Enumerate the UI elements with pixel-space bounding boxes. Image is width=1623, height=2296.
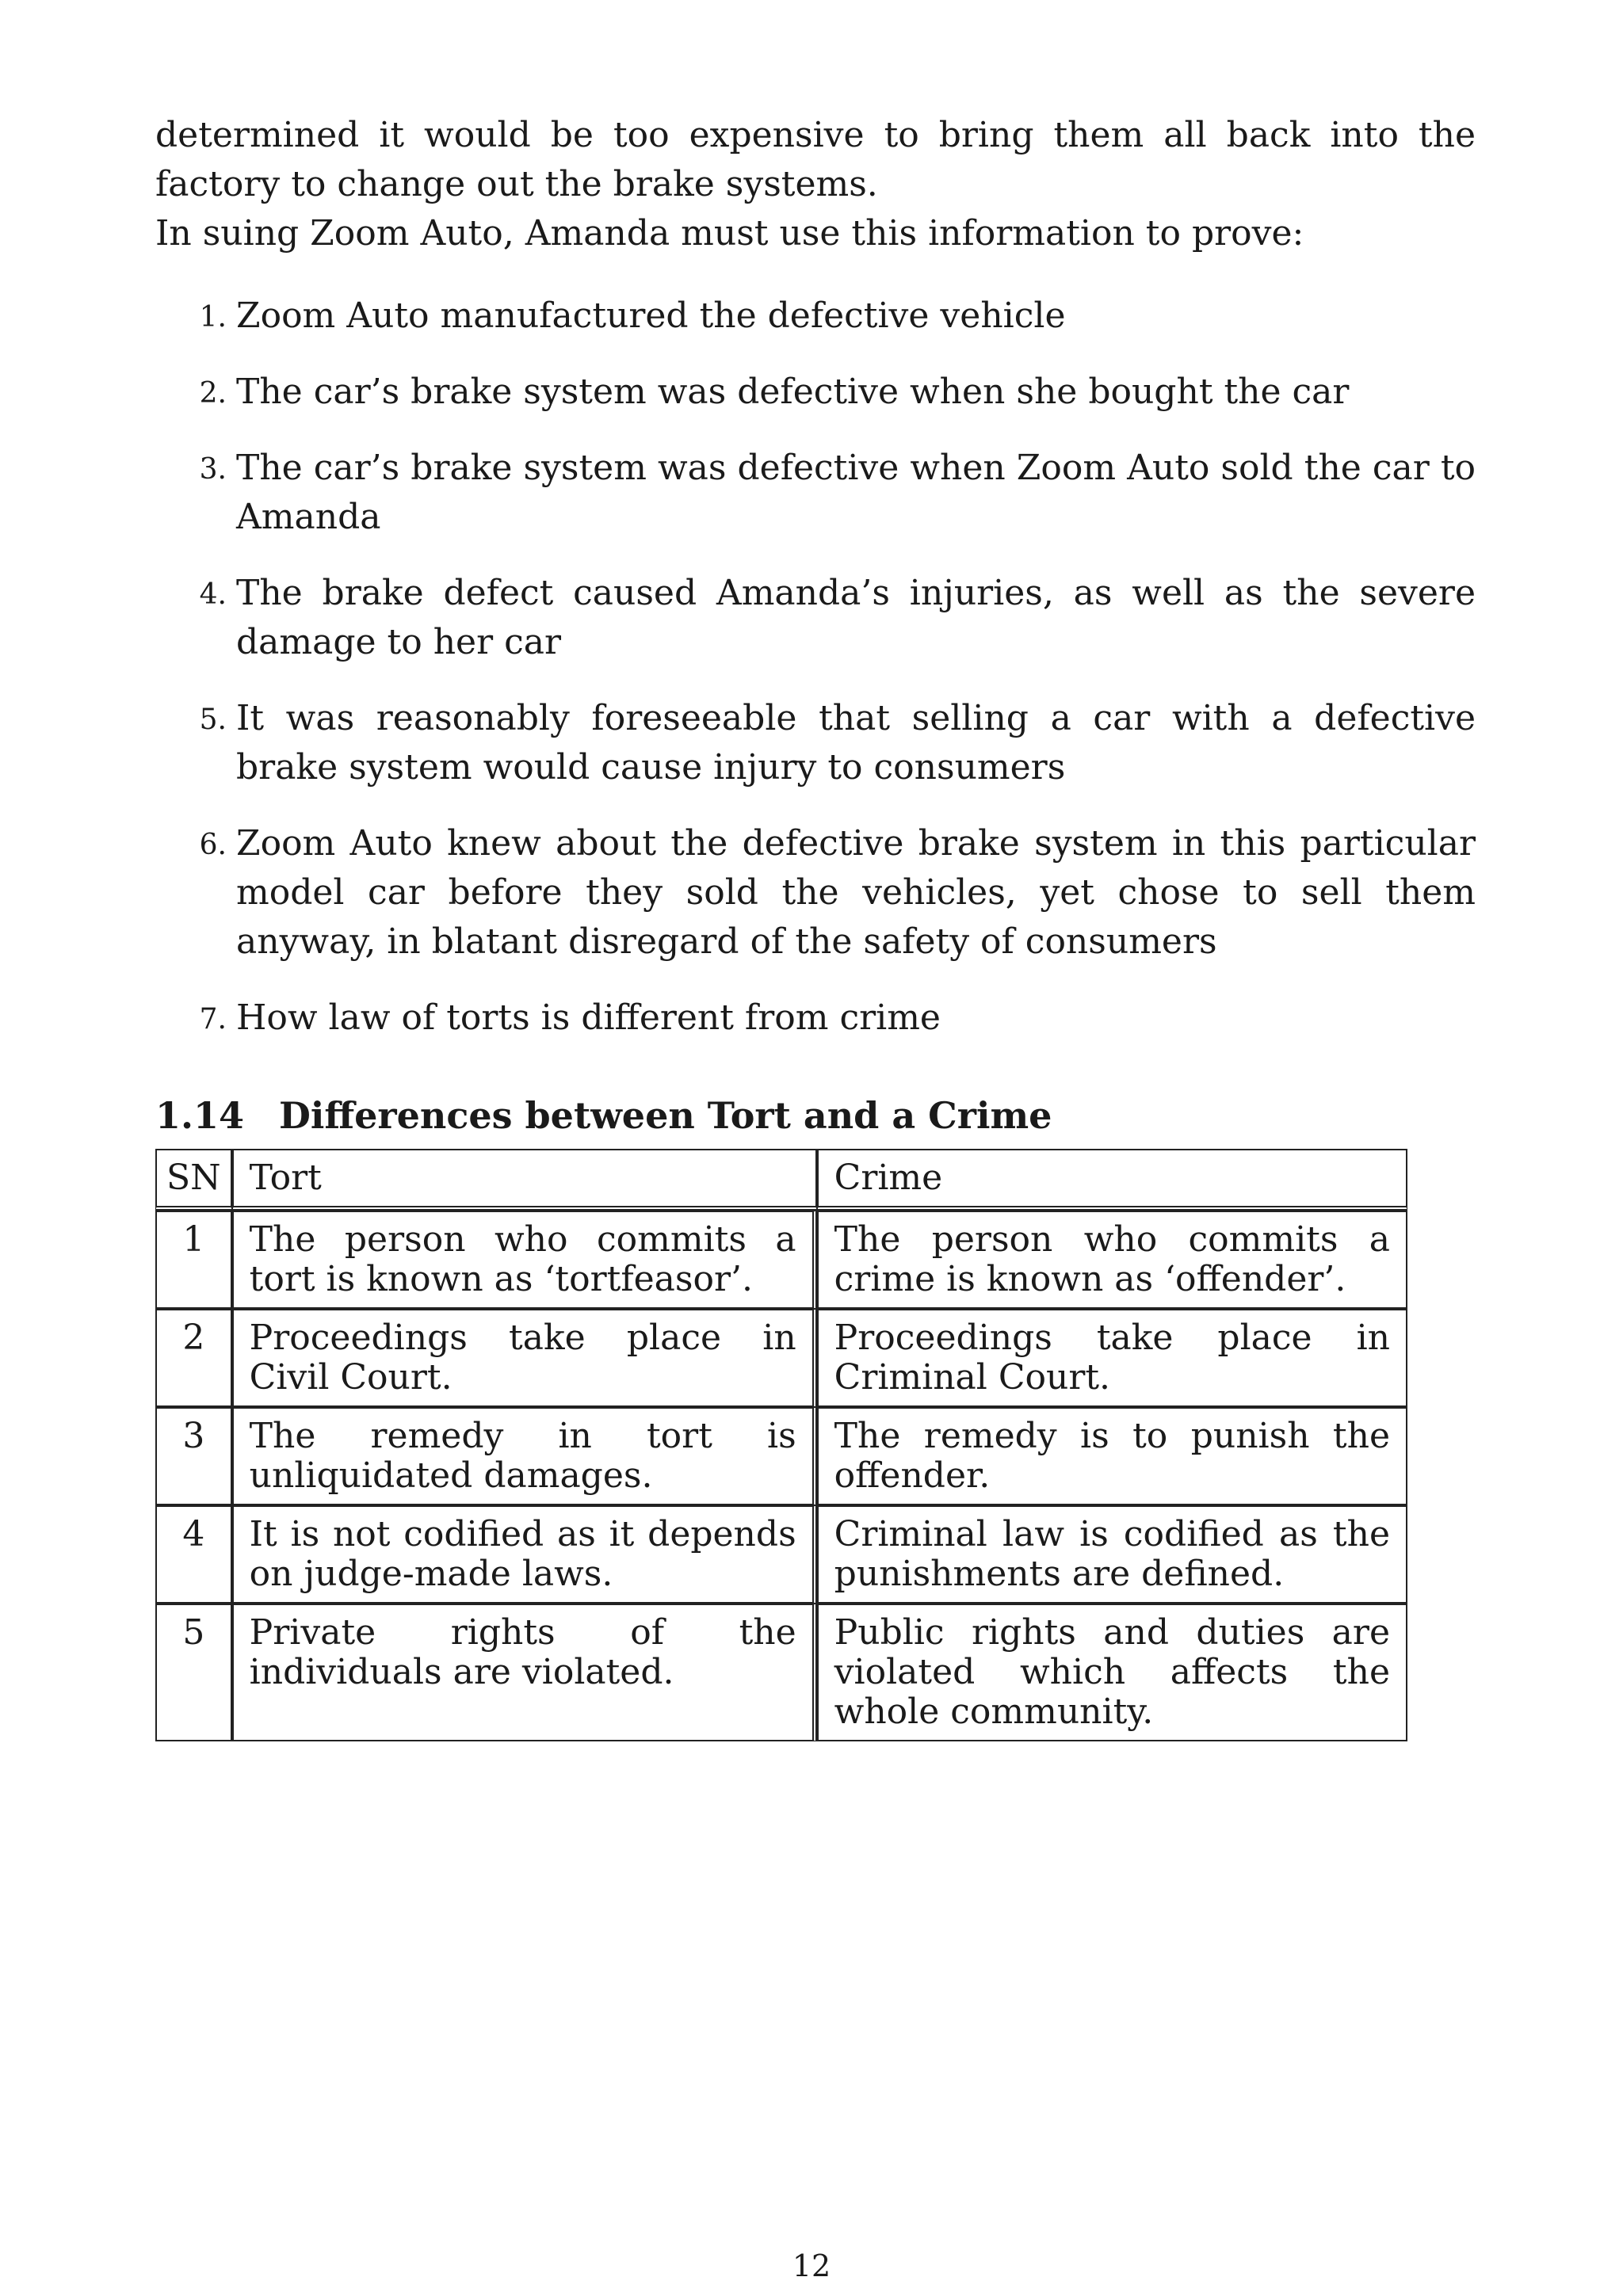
list-item-text: Zoom Auto knew about the defective brake system in this particular model car before they sold the vehicles, yet chose to sell them anyway, in blatant disregard of the safety of consumers [236,823,1476,962]
tort-crime-table [155,1149,1407,1741]
cell-tort: Proceedings take place in Civil Court. [232,1309,817,1407]
list-item [155,292,1476,341]
list-item-number: 3. [199,453,227,486]
cell-crime: Public rights and duties are violated which affects the whole community. [817,1604,1407,1741]
cell-tort: Private rights of the individuals are violated. [232,1604,817,1741]
document-page [155,111,1476,1741]
section-title: Differences between Tort and a Crime [279,1094,1052,1137]
cell-crime: The remedy is to punish the offender. [817,1407,1407,1505]
list-item [155,694,1476,792]
list-item-text: The car’s brake system was defective when Zoom Auto sold the car to Amanda [236,448,1476,537]
cell-crime: Criminal law is codified as the punishments are defined. [817,1505,1407,1604]
list-item-number: 1. [199,301,227,334]
list-item-number: 7. [199,1003,227,1035]
header-crime: Crime [817,1149,1407,1211]
table-row [155,1604,1407,1741]
intro-lead-in: In suing Zoom Auto, Amanda must use this information to prove: [155,213,1304,254]
intro-continuation: determined it would be too expensive to bring them all back into the factory to change out the brake systems. [155,115,1476,204]
list-item-text: How law of torts is different from crime [236,997,941,1038]
header-sn: SN [155,1149,232,1211]
list-item-text: The brake defect caused Amanda’s injuries, as well as the severe damage to her car [236,573,1476,662]
page-number: 12 [792,2248,831,2283]
table-row [155,1309,1407,1407]
table-header-row [155,1149,1407,1211]
cell-sn: 2 [155,1309,232,1407]
table-row [155,1505,1407,1604]
cell-crime: Proceedings take place in Criminal Court. [817,1309,1407,1407]
cell-tort: The remedy in tort is unliquidated damages. [232,1407,817,1505]
header-tort: Tort [232,1149,817,1211]
list-item-number: 5. [199,704,227,736]
cell-sn: 3 [155,1407,232,1505]
list-item [155,569,1476,667]
list-item-text: The car’s brake system was defective when she bought the car [236,372,1350,412]
list-item [155,819,1476,967]
cell-sn: 4 [155,1505,232,1604]
section-number: 1.14 [155,1094,245,1137]
list-item-number: 2. [199,377,227,410]
list-item [155,994,1476,1043]
cell-tort: The person who commits a tort is known as ‘tortfeasor’. [232,1211,817,1309]
list-item-text: It was reasonably foreseeable that selling a car with a defective brake system would cause injury to consumers [236,698,1476,788]
list-item [155,444,1476,542]
cell-sn: 1 [155,1211,232,1309]
table-row [155,1211,1407,1309]
list-item-number: 4. [199,578,227,611]
section-heading [155,1092,1476,1139]
requirements-list [155,292,1476,1043]
cell-tort: It is not codified as it depends on judge-made laws. [232,1505,817,1604]
table-row [155,1407,1407,1505]
cell-crime: The person who commits a crime is known as ‘offender’. [817,1211,1407,1309]
list-item [155,368,1476,417]
list-item-text: Zoom Auto manufactured the defective vehicle [236,296,1066,336]
cell-sn: 5 [155,1604,232,1741]
list-item-number: 6. [199,829,227,861]
